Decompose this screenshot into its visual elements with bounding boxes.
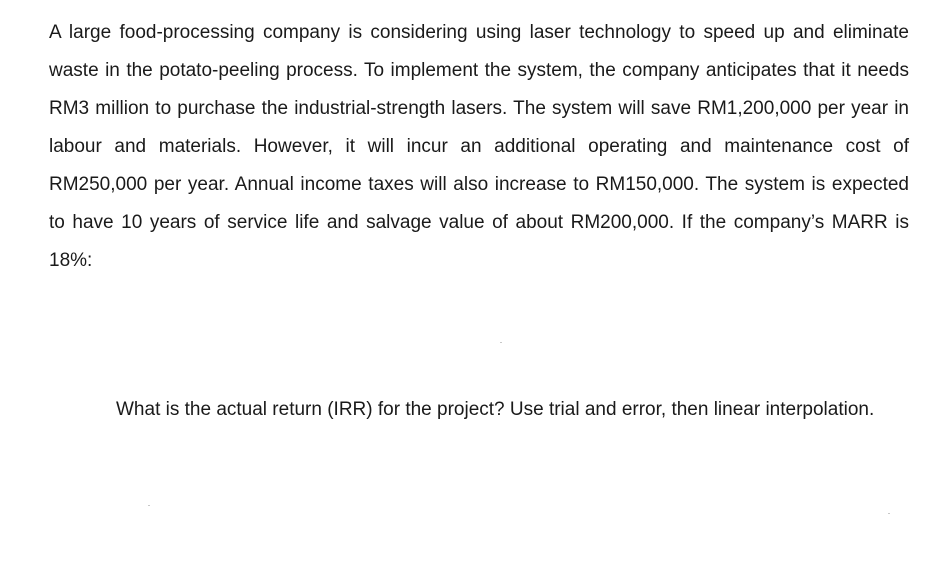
- problem-statement: A large food-processing company is considering using laser technology to speed up and eliminate waste in the potato-peeling process. To implement the system, the company anticipates that it needs RM3 million to purchase the industrial-strength lasers. The system will save RM1,200,000 per year in labour and materials. However, it will incur an additional operating and maintenance cost of RM250,000 per year. Annual income taxes will also increase to RM150,000. The system is expected to have 10 years of service life and salvage value of about RM200,000. If the company’s MARR is 18%:: [49, 22, 909, 271]
- scan-artifact: [148, 505, 150, 506]
- question-text: What is the actual return (IRR) for the project? Use trial and error, then linear interpolation.: [116, 399, 875, 420]
- scan-artifact: [500, 342, 502, 343]
- scan-artifact: [888, 513, 890, 514]
